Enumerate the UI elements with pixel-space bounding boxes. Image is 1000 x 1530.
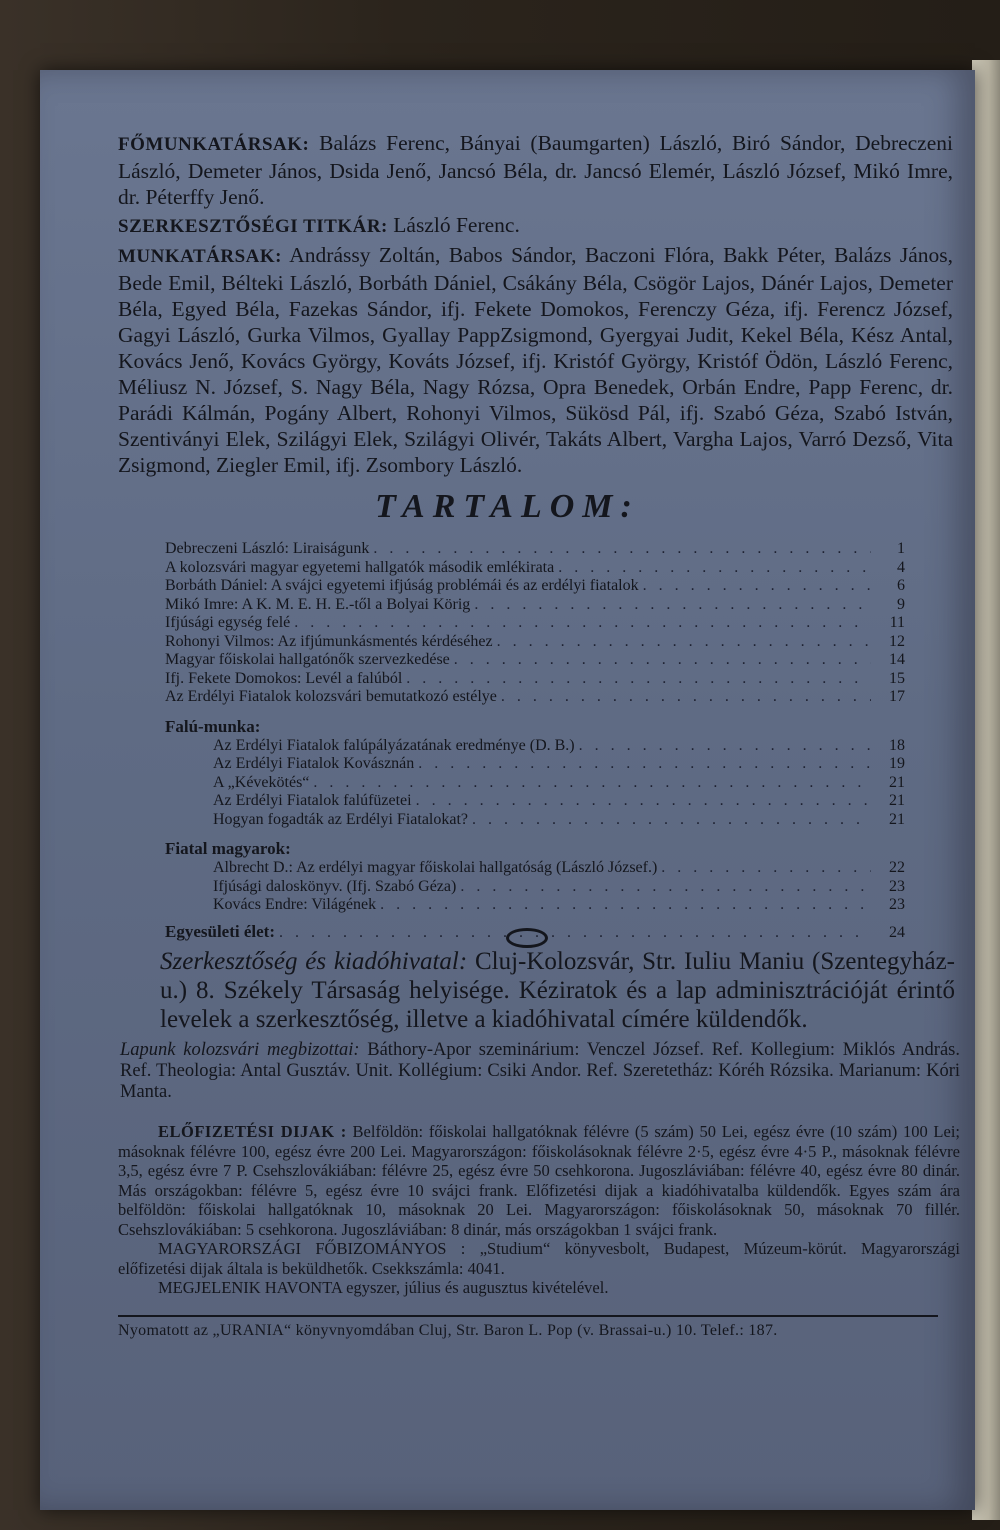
next-page-edge	[972, 60, 1000, 1520]
representatives	[120, 1040, 960, 1103]
secretary-name: László Ferenc.	[393, 213, 520, 237]
toc-item: Hogyan fogadták az Erdélyi Fiatalokat? . . . 21	[165, 811, 905, 830]
toc-item: Debreczeni László: Liraiságunk . . . 1	[165, 540, 905, 559]
toc-item: Az Erdélyi Fiatalok Kovásznán . . . 19	[165, 755, 905, 774]
fees-agent: MAGYARORSZÁGI FŐBIZOMÁNYOS : „Studium“ könyvesbolt, Budapest, Múzeum-körút. Magyarországi előfizetési dijak általa is beküldhetők. Csekkszámla: 4041.	[118, 1239, 960, 1278]
toc-section-falu: Falú-munka:	[165, 716, 261, 736]
toc-item: Az Erdélyi Fiatalok falúfüzetei . . . 21	[165, 792, 905, 811]
toc-item: Kovács Endre: Világének . . . 23	[165, 896, 905, 915]
office-info	[160, 947, 955, 1034]
toc-item: Magyar főiskolai hallgatónők szervezkedése . . . 14	[165, 651, 905, 670]
toc-item: Az Erdélyi Fiatalok falúpályázatának eredménye (D. B.) . . . 18	[165, 737, 905, 756]
toc-item: Ifjúsági daloskönyv. (Ifj. Szabó Géza) . . . 23	[165, 878, 905, 897]
toc-item: Az Erdélyi Fiatalok kolozsvári bemutatkozó estélye . . . 17	[165, 688, 905, 707]
office-text: Cluj-Kolozsvár, Str. Iuliu Maniu (Szentegyház-u.) 8. Székely Társaság helyisége. Kéziratok és a lap adminisztrációját érintő levelek a szerkesztőség, illetve a kiadóhivatal címére küldendők.	[160, 948, 956, 1033]
toc-section-fiatal: Fiatal magyarok:	[165, 839, 291, 858]
toc-item: Borbáth Dániel: A svájci egyetemi ifjúság problémái és az erdélyi fiatalok . . . 6	[165, 577, 905, 596]
document-page	[40, 70, 975, 1510]
footer-rule	[118, 1315, 938, 1317]
chief-label: FŐMUNKATÁRSAK:	[118, 134, 310, 155]
toc-item: Ifjúsági egység felé . . . 11	[165, 614, 905, 633]
fees-text: Belföldön: főiskolai hallgatóknak félévre (5 szám) 50 Lei, egész évre (10 szám) 100 Lei; másoknak félévre 100, egész évre 200 Lei. Magyarországon: főiskolásoknak félévre 2·5, egész évre 4·5 P., másoknak félévre 3,5, egész évre 7 P. Csehszlovákiában: félévre 25, egész évre 50 csehkorona. Jugoszláviában: félévre 40, egész évre 80 dinár. Más országokban: félévre 5, egész évre 10 svájci frank. Előfizetési dijak a kiadóhivatalba küldendők. Egyes szám ára belföldön: főiskolai hallgatóknak 10, másoknak 20 Lei. Magyarországon: főiskolásoknak 50, másoknak 70 fillér. Csehszlovákiában: 5 csehkorona. Jugoszláviában: 8 dinár, más országokban 1 svájci frank.	[118, 1122, 961, 1239]
subscription-fees	[118, 1122, 960, 1298]
contributors	[118, 242, 953, 478]
fees-label: ELŐFIZETÉSI DIJAK :	[158, 1122, 347, 1141]
chief-names: Balázs Ferenc, Bányai (Baumgarten) László, Biró Sándor, Debreczeni László, Demeter János, Dsida Jenő, Jancsó Béla, dr. Jancsó Elemér, László József, Mikó Imre, dr. Péterffy Jenő.	[118, 131, 953, 209]
toc-item: Albrecht D.: Az erdélyi magyar főiskolai hallgatóság (László József.) . . . 22	[165, 859, 905, 878]
secretary-label: SZERKESZTŐSÉGI TITKÁR:	[118, 216, 388, 237]
reps-label: Lapunk kolozsvári megbizottai:	[120, 1040, 360, 1060]
staff-block	[118, 130, 953, 480]
table-of-contents	[165, 540, 905, 941]
printer-imprint: Nyomatott az „URANIA“ könyvnyomdában Cluj, Str. Baron L. Pop (v. Brassai-u.) 10. Telef.: 187.	[118, 1322, 778, 1339]
fees-monthly: MEGJELENIK HAVONTA egyszer, július és augusztus kivételével.	[158, 1278, 609, 1297]
toc-item: Rohonyi Vilmos: Az ifjúmunkásmentés kérdéséhez . . . 12	[165, 633, 905, 652]
reps-text: Báthory-Apor szeminárium: Venczel József. Ref. Kollegium: Miklós András. Ref. Theologia: Antal Gusztáv. Unit. Kollégium: Csiki Andor. Ref. Szeretetház: Kóréh Rózsika. Marianum: Kóri Manta.	[120, 1040, 960, 1102]
toc-item: A kolozsvári magyar egyetemi hallgatók második emlékirata . . . 4	[165, 559, 905, 578]
chief-contributors	[118, 130, 953, 210]
toc-heading: TARTALOM:	[375, 488, 640, 525]
contributors-label: MUNKATÁRSAK:	[118, 246, 282, 267]
toc-section-egyesuleti: Egyesületi élet: . . . 24	[165, 923, 905, 942]
ornament-divider	[506, 928, 548, 948]
toc-item: A „Kévekötés“ . . . 21	[165, 774, 905, 793]
contributors-names: Andrássy Zoltán, Babos Sándor, Baczoni Flóra, Bakk Péter, Balázs János, Bede Emil, Bélteki László, Borbáth Dániel, Csákány Béla, Csögör Lajos, Dánér Lajos, Demeter Béla, Egyed Béla, Fazekas Sándor, ifj. Fekete Domokos, Ferenczy Géza, ifj. Ferencz József, Gagyi László, Gurka Vilmos, Gyallay PappZsigmond, Gyergyai Judit, Kekel Béla, Kész Antal, Kovács Jenő, Kovács György, Kováts József, ifj. Kristóf György, Kristóf Ödön, László Ferenc, Méliusz N. József, S. Nagy Béla, Nagy Rózsa, Opra Benedek, Orbán Endre, Papp Ferenc, dr. Parádi Kálmán, Pogány Albert, Rohonyi Vilmos, Sükösd Pál, ifj. Szabó Géza, Szabó István, Szentiványi Elek, Szilágyi Elek, Szilágyi Olivér, Takáts Albert, Vargha Lajos, Varró Dezső, Vita Zsigmond, Ziegler Emil, ifj. Zsombory László.	[118, 243, 953, 477]
toc-item: Ifj. Fekete Domokos: Levél a falúból . . . 15	[165, 670, 905, 689]
toc-item: Mikó Imre: A K. M. E. H. E.-től a Bolyai Körig . . . 9	[165, 596, 905, 615]
office-label: Szerkesztőség és kiadóhivatal:	[160, 948, 468, 975]
secretary	[118, 212, 953, 240]
